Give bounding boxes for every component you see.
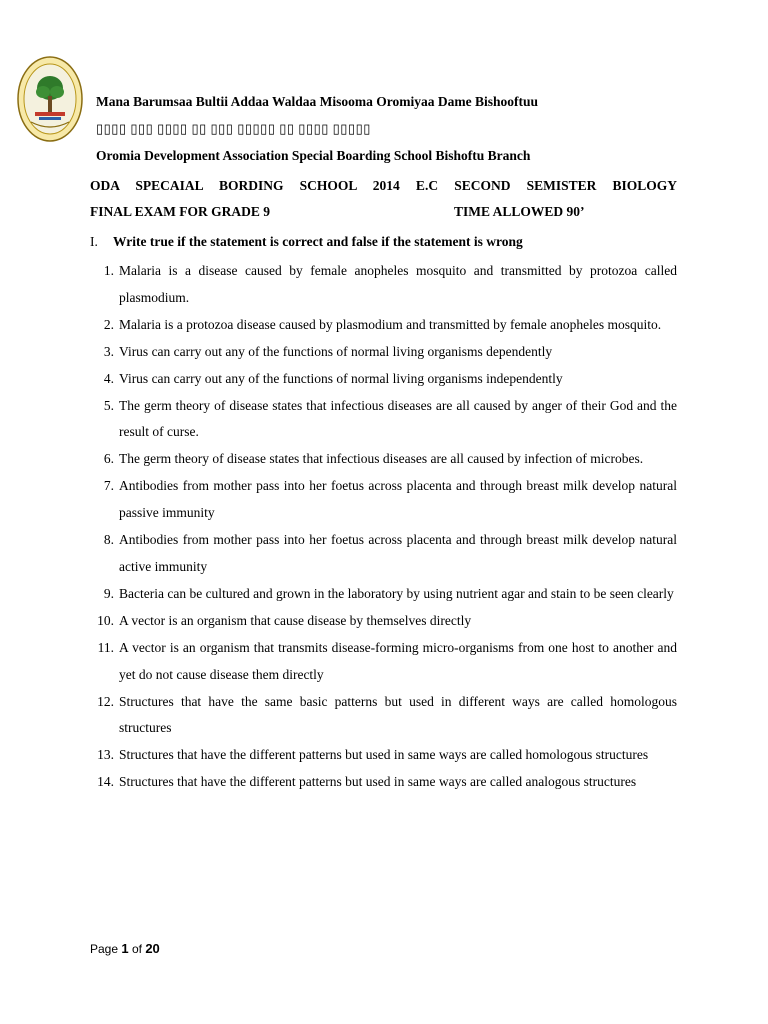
question-item <box>90 581 677 608</box>
question-item <box>90 312 677 339</box>
question-number: 6. <box>103 451 114 467</box>
question-item <box>90 742 677 769</box>
question-number: 7. <box>103 478 114 494</box>
question-number: 12. <box>97 693 114 709</box>
question-number: 11. <box>97 639 114 655</box>
school-name-amharic: ▯▯▯▯ ▯▯▯ ▯▯▯▯ ▯▯ ▯▯▯ ▯▯▯▯▯ ▯▯ ▯▯▯▯ ▯▯▯▯▯ <box>96 121 371 136</box>
question-text: A vector is an organism that cause disease by themselves directly <box>119 612 472 628</box>
question-number: 10. <box>97 612 114 628</box>
question-number: 9. <box>103 585 114 601</box>
question-text: Antibodies from mother pass into her foetus across placenta and through breast milk develop natural active immunity <box>119 532 677 574</box>
question-number: 4. <box>103 370 114 386</box>
exam-grade: FINAL EXAM FOR GRADE 9 <box>90 204 271 219</box>
question-item <box>90 635 677 689</box>
question-text: Virus can carry out any of the functions of normal living organisms independently <box>119 370 563 386</box>
page-total: 20 <box>145 941 160 956</box>
school-logo <box>17 56 83 142</box>
question-text: Bacteria can be cultured and grown in the laboratory by using nutrient agar and stain to be seen clearly <box>119 585 674 601</box>
question-text: Structures that have the same basic patterns but used in different ways are called homologous structures <box>119 693 677 736</box>
page-label: Page <box>90 942 119 956</box>
question-number: 2. <box>103 316 114 332</box>
question-text: Malaria is a disease caused by female anopheles mosquito and transmitted by protozoa called plasmodium. <box>119 263 677 305</box>
question-number: 8. <box>103 532 114 548</box>
question-item <box>90 608 677 635</box>
question-item <box>90 366 677 393</box>
question-number: 13. <box>97 747 114 763</box>
page-number: 1 <box>121 941 129 956</box>
question-item <box>90 339 677 366</box>
question-item <box>90 689 677 743</box>
question-item <box>90 527 677 581</box>
question-text: The germ theory of disease states that infectious diseases are all caused by infection of microbes. <box>119 451 644 467</box>
question-number: 14. <box>97 774 114 790</box>
question-item <box>90 446 677 473</box>
question-item <box>90 393 677 447</box>
question-text: Malaria is a protozoa disease caused by plasmodium and transmitted by female anopheles mosquito. <box>119 316 662 332</box>
exam-title-line1: ODA SPECAIAL BORDING SCHOOL 2014 E.C SECOND SEMISTER BIOLOGY <box>90 178 677 193</box>
question-number: 3. <box>103 343 114 359</box>
school-name-english: Oromia Development Association Special Boarding School Bishoftu Branch <box>96 148 531 163</box>
page-footer <box>90 941 160 956</box>
question-item <box>90 473 677 527</box>
exam-time-allowed: TIME ALLOWED 90’ <box>454 204 585 219</box>
question-number: 1. <box>103 263 114 278</box>
question-list <box>90 258 677 796</box>
question-item <box>90 769 677 796</box>
question-text: Virus can carry out any of the functions of normal living organisms dependently <box>119 343 553 359</box>
question-number: 5. <box>103 397 114 413</box>
question-text: The germ theory of disease states that infectious diseases are all caused by anger of their God and the result of curse. <box>119 397 677 440</box>
section-instruction: Write true if the statement is correct and false if the statement is wrong <box>113 234 523 249</box>
page-of-label: of <box>131 942 142 956</box>
question-text: A vector is an organism that transmits disease-forming micro-organisms from one host to another and yet do not cause disease them directly <box>119 639 677 682</box>
exam-title-line2 <box>90 204 677 220</box>
section-heading <box>90 234 523 250</box>
section-numeral: I. <box>90 234 98 249</box>
question-item <box>90 258 677 312</box>
school-name-oromo: Mana Barumsaa Bultii Addaa Waldaa Misooma Oromiyaa Dame Bishooftuu <box>96 94 539 109</box>
question-text: Antibodies from mother pass into her foetus across placenta and through breast milk develop natural passive immunity <box>119 478 677 521</box>
question-text: Structures that have the different patterns but used in same ways are called homologous structures <box>119 747 649 763</box>
question-text: Structures that have the different patterns but used in same ways are called analogous structures <box>119 774 637 790</box>
